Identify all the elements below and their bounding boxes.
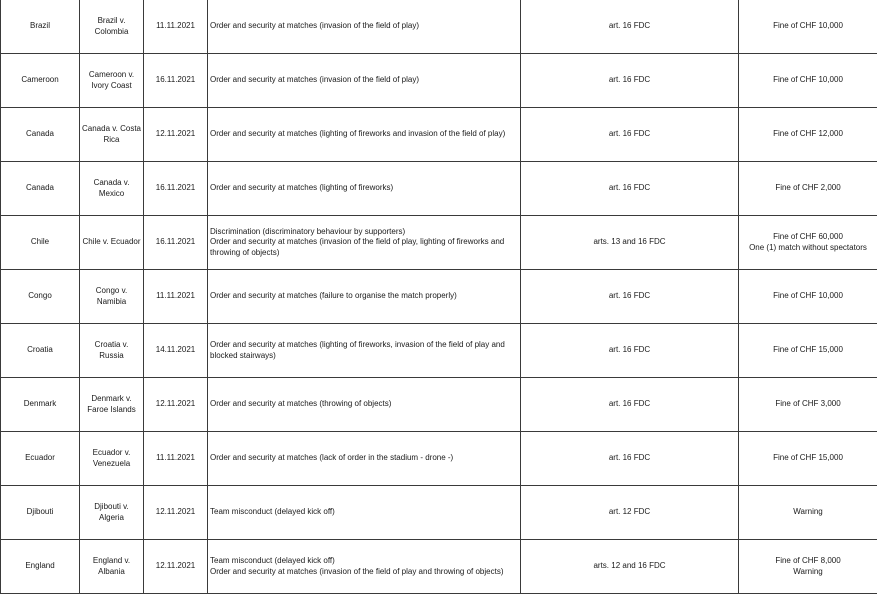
text-line: Fine of CHF 2,000 xyxy=(775,183,841,193)
text-line: Djibouti v. xyxy=(94,502,129,511)
text-line: Brazil v. xyxy=(97,16,126,25)
text-line: Order and security at matches (lack of order in the stadium - drone -) xyxy=(210,453,454,463)
date-cell: 16.11.2021 xyxy=(144,54,208,108)
match-cell xyxy=(80,540,144,594)
text-line: Fine of CHF 12,000 xyxy=(773,129,843,139)
articles-cell: art. 12 FDC xyxy=(521,486,739,540)
text-line: Mexico xyxy=(98,188,125,198)
text-line: Order and security at matches (throwing of objects) xyxy=(210,399,392,409)
match-cell xyxy=(80,432,144,486)
team-cell: Canada xyxy=(1,108,80,162)
sanctions-cell xyxy=(739,324,877,378)
text-line: throwing of objects) xyxy=(210,247,280,257)
text-line: Order and security at matches (lighting of fireworks, invasion of the field of play and xyxy=(210,340,505,349)
text-line: Fine of CHF 10,000 xyxy=(773,75,843,85)
table-row xyxy=(1,486,877,540)
match-cell xyxy=(80,270,144,324)
match-cell xyxy=(80,54,144,108)
text-line: Order and security at matches (lighting of fireworks and invasion of the field of play) xyxy=(210,129,506,139)
date-cell: 11.11.2021 xyxy=(144,432,208,486)
text-line: Order and security at matches (invasion of the field of play, lighting of fireworks and xyxy=(210,237,505,247)
team-cell: England xyxy=(1,540,80,594)
articles-cell: art. 16 FDC xyxy=(521,54,739,108)
team-cell: Congo xyxy=(1,270,80,324)
table-row xyxy=(1,162,877,216)
text-line: Discrimination (discriminatory behaviour by supporters) xyxy=(210,226,406,236)
date-cell: 16.11.2021 xyxy=(144,216,208,270)
text-line: Chile v. Ecuador xyxy=(82,237,141,247)
text-line: Fine of CHF 10,000 xyxy=(773,291,843,301)
charges-cell xyxy=(208,378,521,432)
charges-cell xyxy=(208,108,521,162)
text-line: Rica xyxy=(103,134,120,144)
text-line: blocked stairways) xyxy=(210,350,276,360)
date-cell: 12.11.2021 xyxy=(144,108,208,162)
sanctions-cell xyxy=(739,216,877,270)
charges-cell xyxy=(208,0,521,54)
match-cell xyxy=(80,378,144,432)
team-cell: Ecuador xyxy=(1,432,80,486)
text-line: Order and security at matches (invasion of the field of play and throwing of objects) xyxy=(210,566,504,576)
sanctions-cell xyxy=(739,108,877,162)
team-cell: Croatia xyxy=(1,324,80,378)
team-cell: Cameroon xyxy=(1,54,80,108)
text-line: Order and security at matches (lighting of fireworks) xyxy=(210,183,394,193)
date-cell: 14.11.2021 xyxy=(144,324,208,378)
charges-cell xyxy=(208,54,521,108)
text-line: Order and security at matches (failure to organise the match properly) xyxy=(210,291,457,301)
text-line: England v. xyxy=(92,556,131,565)
text-line: Ivory Coast xyxy=(91,80,132,90)
table-row xyxy=(1,540,877,594)
articles-cell: arts. 12 and 16 FDC xyxy=(521,540,739,594)
text-line: Order and security at matches (invasion of the field of play) xyxy=(210,21,419,31)
match-cell xyxy=(80,108,144,162)
text-line: Croatia v. Russia xyxy=(94,340,129,360)
date-cell: 11.11.2021 xyxy=(144,270,208,324)
date-cell: 12.11.2021 xyxy=(144,540,208,594)
text-line: Cameroon v. xyxy=(88,70,135,79)
sanctions-cell xyxy=(739,270,877,324)
match-cell xyxy=(80,324,144,378)
text-line: Team misconduct (delayed kick off) xyxy=(210,556,335,565)
sanctions-cell xyxy=(739,0,877,54)
match-cell xyxy=(80,0,144,54)
articles-cell: art. 16 FDC xyxy=(521,324,739,378)
text-line: Colombia xyxy=(94,26,129,36)
team-cell: Djibouti xyxy=(1,486,80,540)
charges-cell xyxy=(208,432,521,486)
date-cell: 16.11.2021 xyxy=(144,162,208,216)
articles-cell: art. 16 FDC xyxy=(521,270,739,324)
team-cell: Brazil xyxy=(1,0,80,54)
articles-cell: art. 16 FDC xyxy=(521,0,739,54)
team-cell: Denmark xyxy=(1,378,80,432)
text-line: Warning xyxy=(793,507,823,517)
table-row xyxy=(1,270,877,324)
sanctions-cell xyxy=(739,486,877,540)
charges-cell xyxy=(208,324,521,378)
charges-cell xyxy=(208,270,521,324)
date-cell: 12.11.2021 xyxy=(144,378,208,432)
table-row xyxy=(1,54,877,108)
text-line: Team misconduct (delayed kick off) xyxy=(210,507,335,517)
articles-cell: arts. 13 and 16 FDC xyxy=(521,216,739,270)
text-line: Faroe Islands xyxy=(87,404,136,414)
text-line: Warning xyxy=(793,566,823,576)
text-line: Fine of CHF 15,000 xyxy=(773,345,843,355)
articles-cell: art. 16 FDC xyxy=(521,162,739,216)
match-cell xyxy=(80,162,144,216)
articles-cell: art. 16 FDC xyxy=(521,432,739,486)
charges-cell xyxy=(208,162,521,216)
text-line: Fine of CHF 10,000 xyxy=(773,21,843,31)
table-row xyxy=(1,108,877,162)
text-line: Fine of CHF 15,000 xyxy=(773,453,843,463)
text-line: Canada v. xyxy=(93,178,130,187)
table-row xyxy=(1,378,877,432)
text-line: Fine of CHF 60,000 xyxy=(773,232,843,241)
text-line: Congo v. xyxy=(95,286,128,295)
text-line: One (1) match without spectators xyxy=(749,242,867,252)
sanctions-cell xyxy=(739,378,877,432)
articles-cell: art. 16 FDC xyxy=(521,108,739,162)
table-row xyxy=(1,0,877,54)
articles-cell: art. 16 FDC xyxy=(521,378,739,432)
sanctions-cell xyxy=(739,540,877,594)
text-line: Namibia xyxy=(96,296,127,306)
text-line: Order and security at matches (invasion of the field of play) xyxy=(210,75,419,85)
match-cell xyxy=(80,486,144,540)
charges-cell xyxy=(208,486,521,540)
text-line: Fine of CHF 8,000 xyxy=(775,556,841,565)
match-cell xyxy=(80,216,144,270)
sanctions-cell xyxy=(739,54,877,108)
text-line: Ecuador v. xyxy=(92,448,131,457)
date-cell: 12.11.2021 xyxy=(144,486,208,540)
sanctions-cell xyxy=(739,432,877,486)
table-row xyxy=(1,216,877,270)
date-cell: 11.11.2021 xyxy=(144,0,208,54)
charges-cell xyxy=(208,216,521,270)
table-body xyxy=(1,0,877,594)
sanctions-cell xyxy=(739,162,877,216)
text-line: Albania xyxy=(98,566,125,576)
team-cell: Canada xyxy=(1,162,80,216)
team-cell: Chile xyxy=(1,216,80,270)
table-row xyxy=(1,432,877,486)
text-line: Venezuela xyxy=(92,458,131,468)
charges-cell xyxy=(208,540,521,594)
text-line: Canada v. Costa xyxy=(82,124,141,133)
text-line: Fine of CHF 3,000 xyxy=(775,399,841,409)
text-line: Algeria xyxy=(99,512,124,522)
text-line: Denmark v. xyxy=(91,394,132,403)
table-row xyxy=(1,324,877,378)
